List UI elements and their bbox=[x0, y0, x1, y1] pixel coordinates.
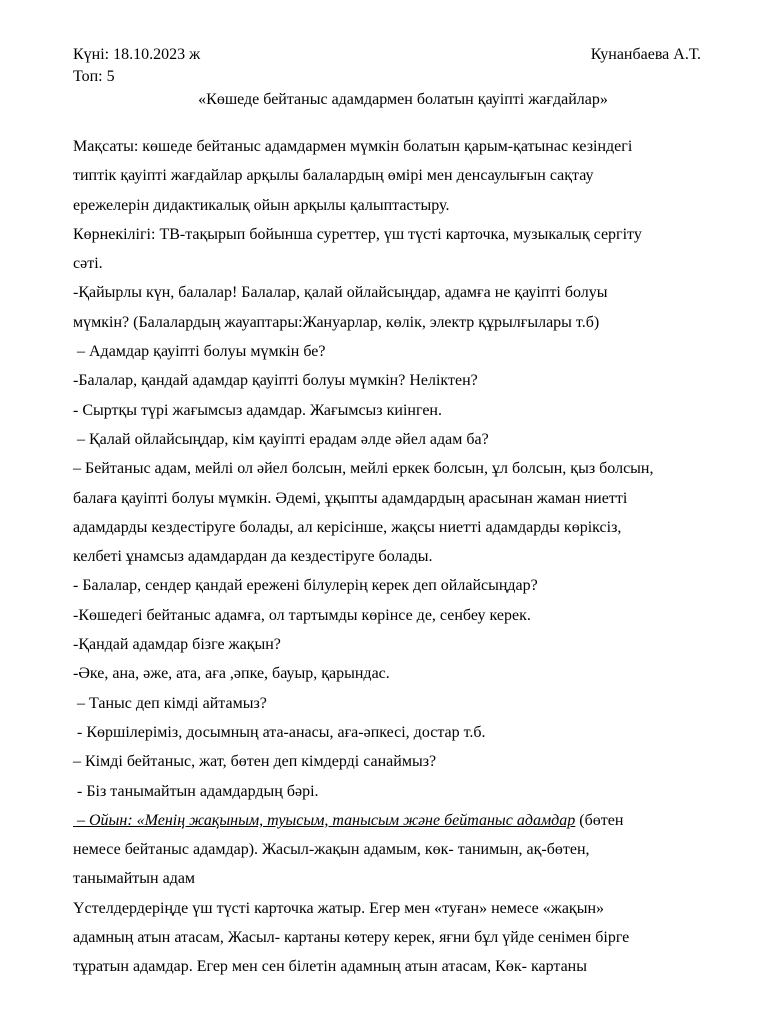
text-line: -Қандай адамдар бізге жақын? bbox=[73, 636, 281, 654]
text-line: – Кімді бейтаныс, жат, бөтен деп кімдерді санаймыз? bbox=[73, 753, 437, 771]
author-name: Кунанбаева А.Т. bbox=[590, 46, 701, 63]
text-line: мүмкін? (Балалардың жауаптары:Жануарлар, көлік, электр құрылғылары т.б) bbox=[73, 313, 600, 331]
text-line: -Қайырлы күн, балалар! Балалар, қалай ойлайсыңдар, адамға не қауіпті болуы bbox=[73, 284, 608, 302]
group-line: Топ: 5 bbox=[73, 68, 115, 85]
text-line: балаға қауіпті болуы мүмкін. Әдемі, ұқыпты адамдардың арасынан жаман ниетті bbox=[73, 489, 628, 507]
text-line: Мақсаты: көшеде бейтаныс адамдармен мүмкін болатын қарым-қатынас кезіндегі bbox=[73, 138, 633, 155]
text-line: – Адамдар қауіпті болуы мүмкін бе? bbox=[73, 343, 326, 361]
text-line: Үстелдердеріңде үш түсті карточка жатыр. Егер мен «туған» немесе «жақын» bbox=[73, 899, 605, 917]
text-line: келбеті ұнамсыз адамдардан да кездестіруге болады. bbox=[73, 548, 433, 566]
text-line: - Балалар, сендер қандай ережені білулерің керек деп ойлайсыңдар? bbox=[73, 577, 538, 595]
text-line: немесе бейтаныс адамдар). Жасыл-жақын адамым, көк- танимын, ақ-бөтен, bbox=[73, 841, 590, 859]
game-heading-line bbox=[73, 806, 737, 835]
text-line: адамның атын атасам, Жасыл- картаны көтеру керек, яғни бұл үйде сенімен бірге bbox=[73, 929, 630, 947]
lesson-body bbox=[73, 132, 737, 982]
game-title: – Ойын: «Менің жақыным, туысым, танысым және бейтаныс адамдар bbox=[73, 811, 576, 829]
text-line: -Балалар, қандай адамдар қауіпті болуы мүмкін? Неліктен? bbox=[73, 372, 478, 390]
text-line: ережелерін дидактикалық ойын арқылы қалыптастыру. bbox=[73, 196, 450, 214]
lesson-title: «Көшеде бейтаныс адамдармен болатын қауіпті жағдайлар» bbox=[198, 91, 608, 108]
text-line: танымайтын адам bbox=[73, 870, 196, 888]
text-line: Көрнекілігі: ТВ-тақырып бойынша суреттер, үш түсті карточка, музыкалық сергіту bbox=[73, 225, 642, 243]
text-line: – Таныс деп кімді айтамыз? bbox=[73, 694, 267, 712]
text-line: сәті. bbox=[73, 255, 103, 273]
text-line: адамдарды кездестіруге болады, ал керісінше, жақсы ниетті адамдарды көріксіз, bbox=[73, 518, 622, 536]
text-line: -Көшедегі бейтаныс адамға, ол тартымды көрінсе де, сенбеу керек. bbox=[73, 606, 531, 624]
text-line: – Қалай ойлайсыңдар, кім қауіпті ерадам әлде әйел адам ба? bbox=[73, 430, 489, 448]
game-title-rest: (бөтен bbox=[575, 811, 624, 829]
text-line: – Бейтаныс адам, мейлі ол әйел болсын, мейлі еркек болсын, ұл болсын, қыз болсын, bbox=[73, 460, 654, 478]
text-line: тұратын адамдар. Егер мен сен білетін адамның атын атасам, Көк- картаны bbox=[73, 958, 587, 976]
text-line: - Біз танымайтын адамдардың бәрі. bbox=[73, 782, 319, 800]
text-line: - Сыртқы түрі жағымсыз адамдар. Жағымсыз киінген. bbox=[73, 401, 442, 419]
text-line: - Көршілеріміз, досымның ата-анасы, аға-әпкесі, достар т.б. bbox=[73, 723, 486, 741]
text-line: типтік қауіпті жағдайлар арқылы балалардың өмірі мен денсаулығын сақтау bbox=[73, 167, 594, 185]
text-line: -Әке, ана, әже, ата, аға ,әпке, бауыр, қарындас. bbox=[73, 665, 390, 683]
date-line: Күні: 18.10.2023 ж bbox=[73, 46, 201, 63]
